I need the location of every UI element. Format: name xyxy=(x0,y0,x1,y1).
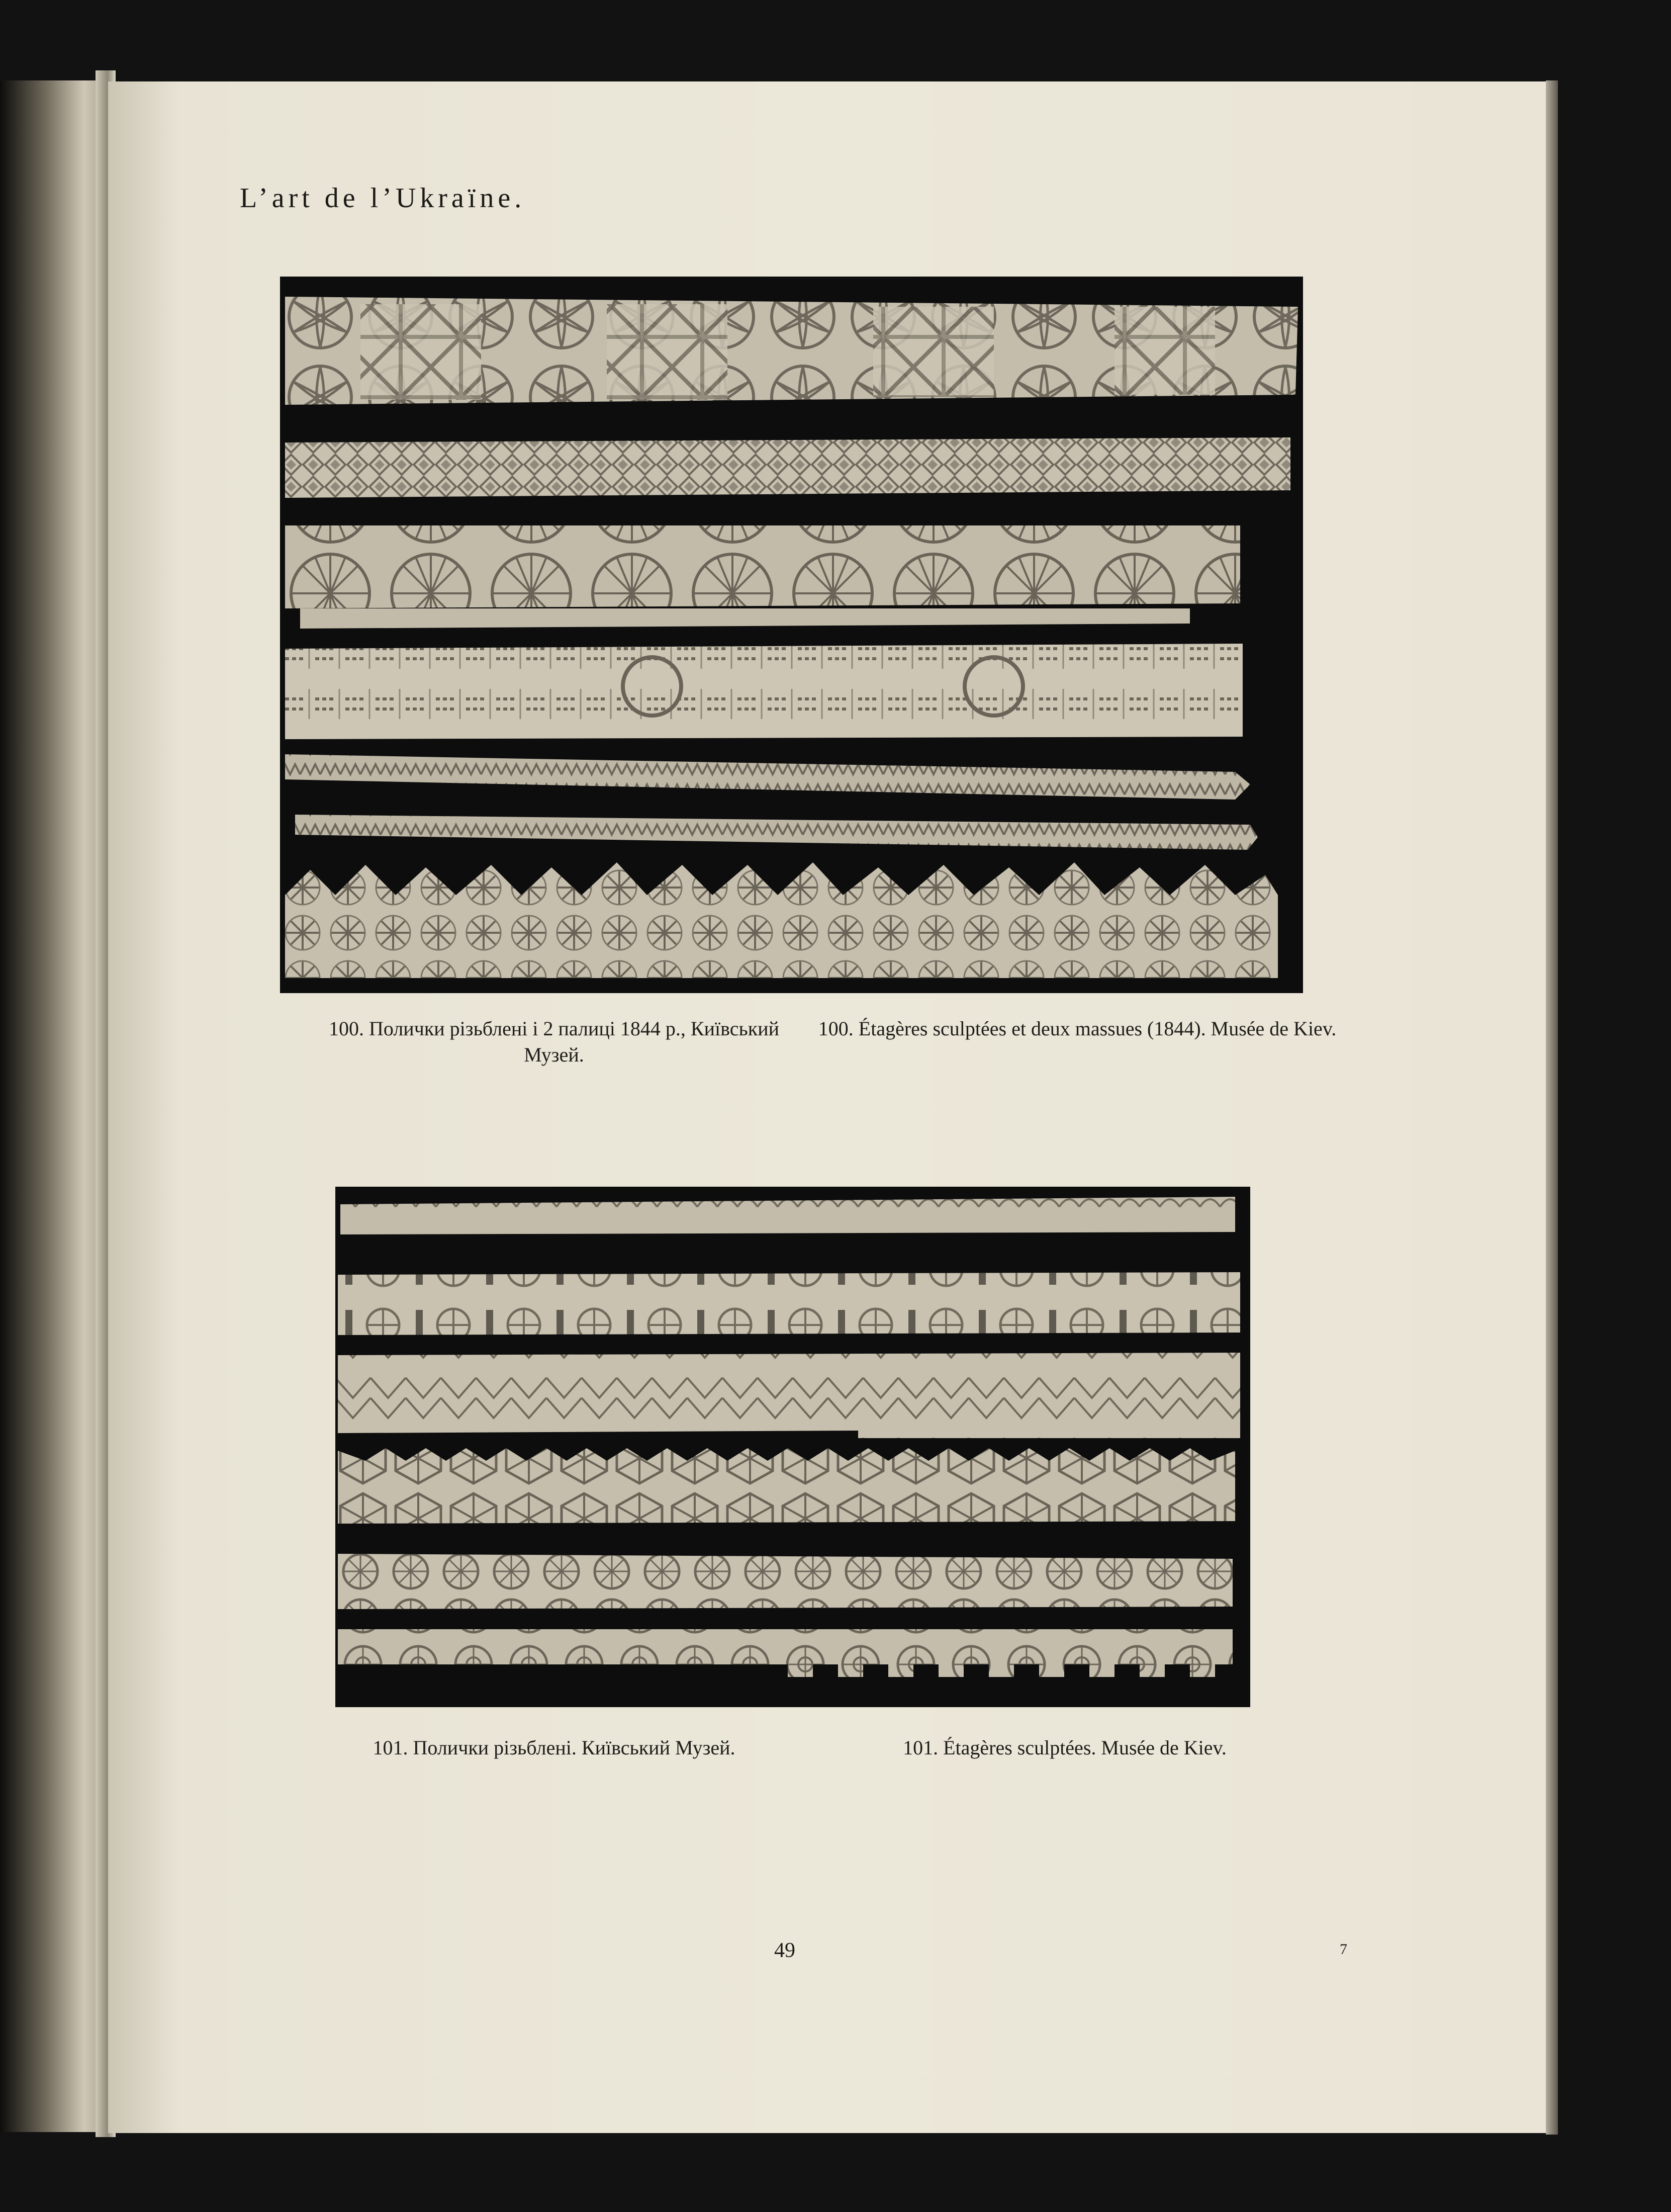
signature-mark: 7 xyxy=(1340,1941,1347,1958)
figure-101-photo xyxy=(335,1187,1250,1707)
cover-edge xyxy=(1546,80,1558,2135)
figure-100-photo xyxy=(280,277,1303,993)
page-number: 49 xyxy=(774,1939,795,1962)
figure-101-caption-french: 101. Étagères sculptées. Musée de Kiev. xyxy=(903,1736,1227,1759)
figure-101-caption-ukrainian: 101. Полички різьблені. Київський Музей. xyxy=(373,1736,735,1759)
figure-100-caption-french: 100. Étagères sculptées et deux massues (1844). Musée de Kiev. xyxy=(818,1017,1337,1040)
left-page-edge xyxy=(0,80,108,2132)
figure-100-caption-ukrainian: 100. Полички різьблені і 2 палиці 1844 р., Київський Музей. xyxy=(328,1017,780,1066)
running-header: L’art de l’Ukraïne. xyxy=(240,183,526,214)
